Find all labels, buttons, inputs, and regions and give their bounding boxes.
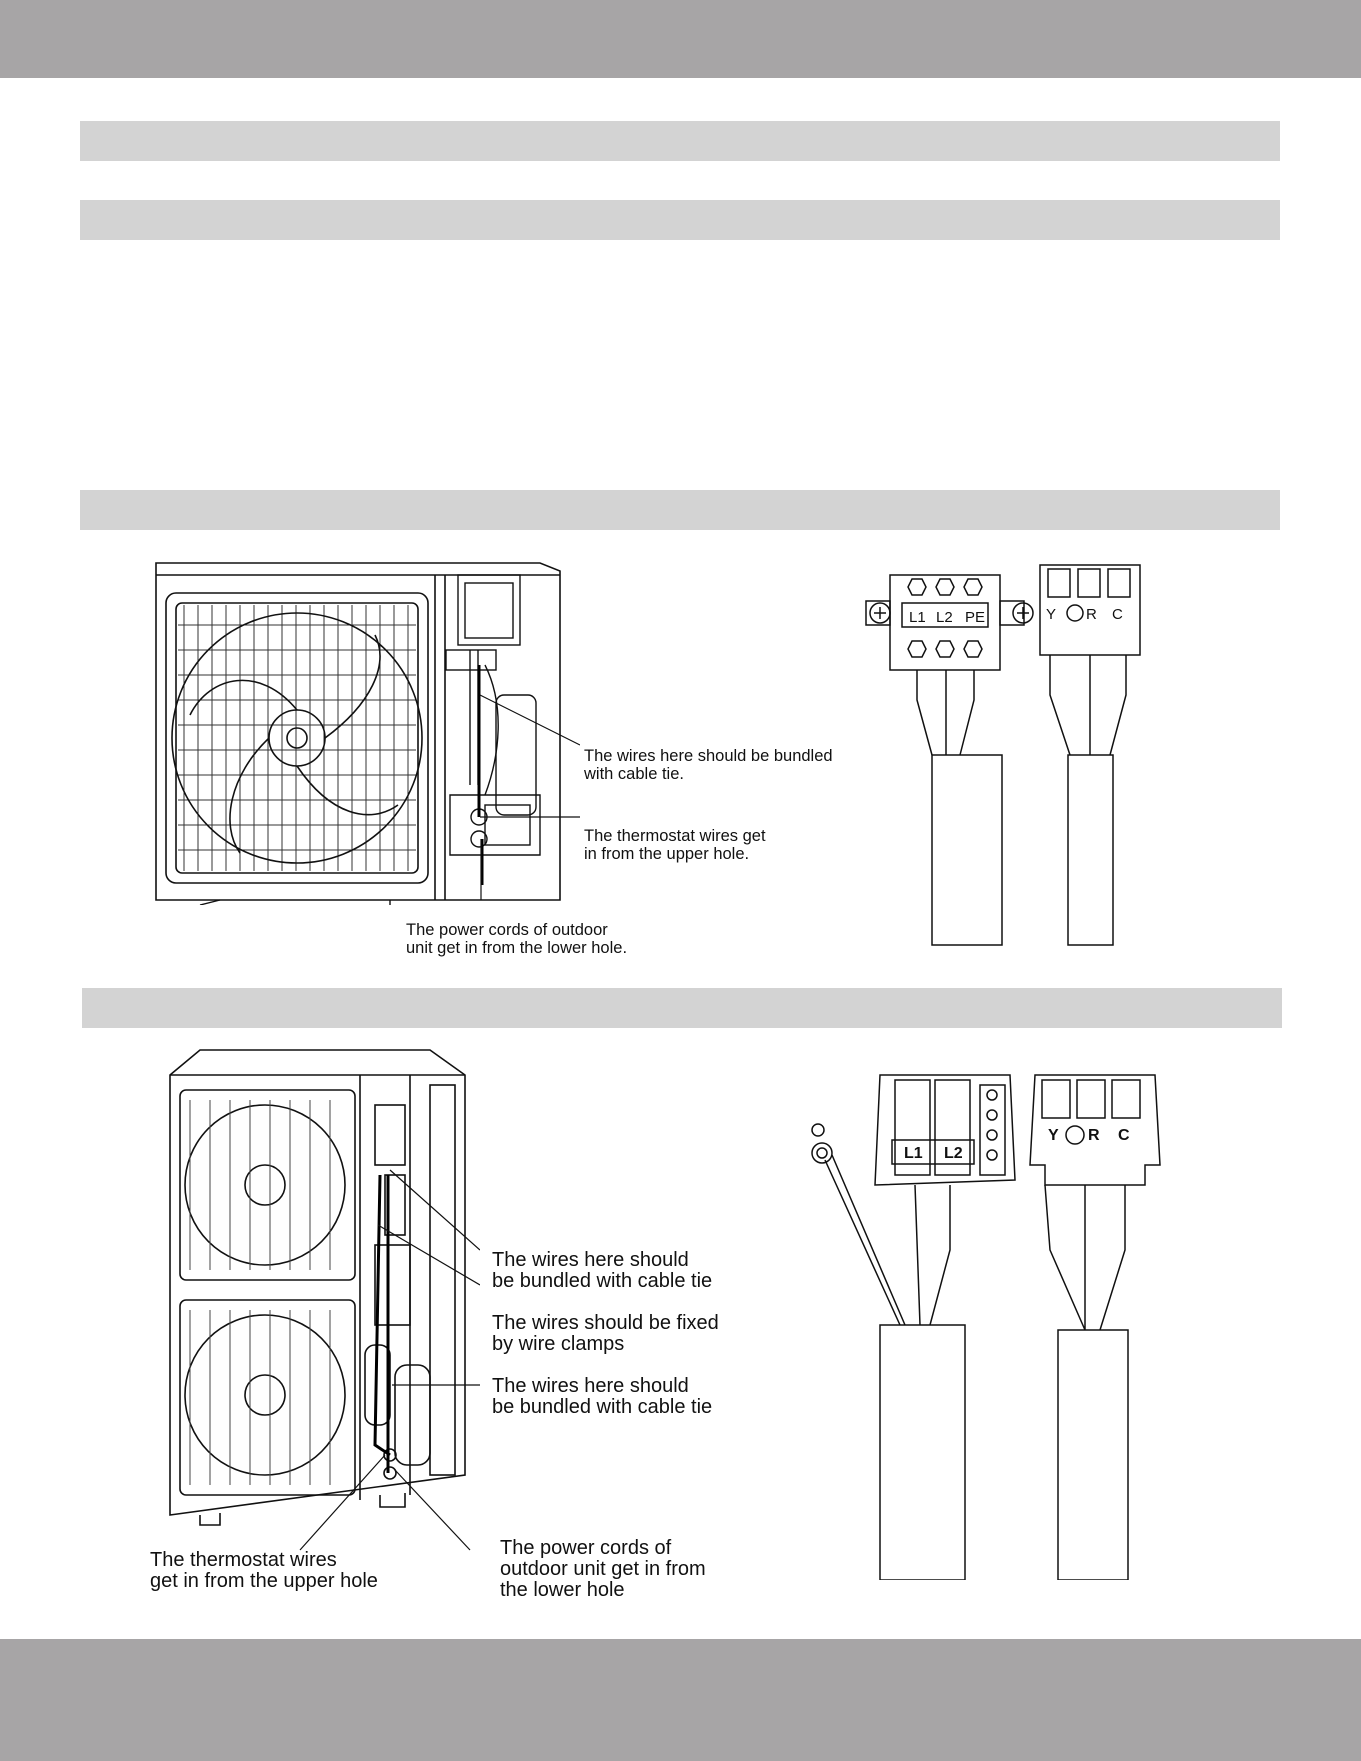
callout-thermostat-hole-1: The thermostat wires get in from the upper hole. [584,827,766,863]
callout-wire-clamps: The wires should be fixed by wire clamps [492,1312,719,1355]
terminal-label-r: R [1086,606,1097,623]
terminal-label-l2-2: L2 [944,1145,963,1162]
terminal-label-l1: L1 [909,609,926,626]
terminal-block-diagram-1 [860,555,1180,960]
section-bar-1 [80,121,1280,161]
terminal-label-l1-2: L1 [904,1145,923,1162]
callout-cable-tie-2b: The wires here should be bundled with cable tie [492,1375,713,1418]
terminal-label-l2: L2 [936,609,953,626]
section-bar-3 [80,490,1280,530]
terminal-label-y: Y [1046,606,1057,623]
footer-band [0,1639,1361,1761]
terminal-label-r-2: R [1088,1127,1100,1144]
terminal-label-c-2: C [1118,1127,1130,1144]
callout-power-hole-1: The power cords of outdoor unit get in from the lower hole. [406,921,628,957]
callout-cable-tie-2a: The wires here should be bundled with cable tie [492,1249,713,1292]
section-bar-4 [82,988,1282,1028]
terminal-block-diagram-2 [780,1060,1170,1580]
header-band [0,0,1361,78]
section-bar-2 [80,200,1280,240]
terminal-label-c: C [1112,606,1123,623]
terminal-label-pe: PE [965,609,986,626]
callout-thermostat-hole-2: The thermostat wires get in from the upper hole [150,1549,378,1592]
callout-cable-tie-1: The wires here should be bundled with cable tie. [584,747,833,783]
terminal-label-y-2: Y [1048,1127,1059,1144]
leader-lines-2 [295,1440,495,1555]
outdoor-unit-diagram-1 [140,555,580,905]
callout-power-hole-2: The power cords of outdoor unit get in from the lower hole [500,1537,706,1601]
